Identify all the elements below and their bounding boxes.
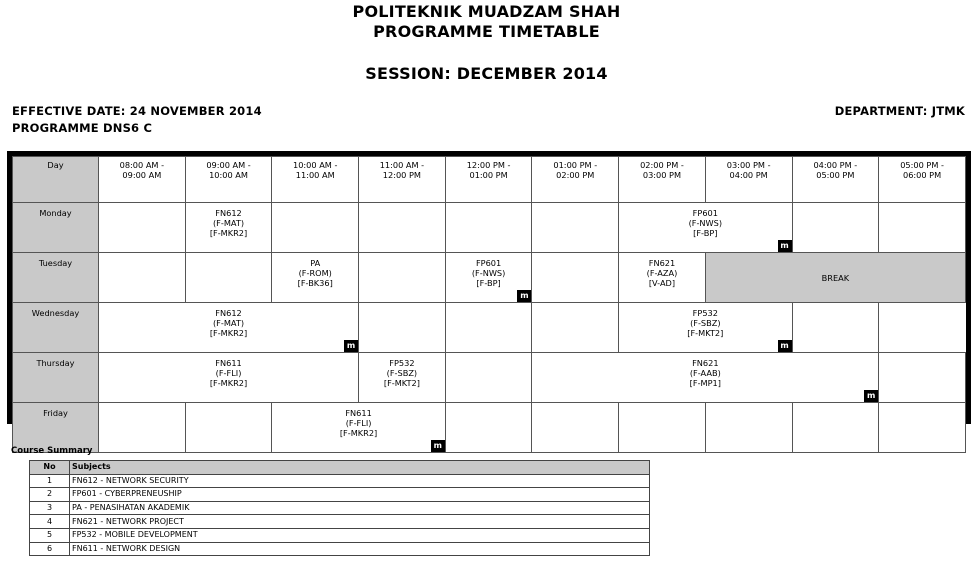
break-cell: [705, 253, 965, 303]
cell-text-line: (F-NWS): [471, 268, 506, 278]
time-slot-header: [445, 157, 532, 203]
empty-cell: [532, 203, 619, 253]
class-cell: [99, 303, 359, 353]
cell-text-line: (F-SBZ): [386, 368, 418, 378]
subject-name: FP601 - CYBERPRENEUSHIP: [70, 488, 650, 502]
subject-name: PA - PENASIHATAN AKADEMIK: [70, 501, 650, 515]
subject-name: FP532 - MOBILE DEVELOPMENT: [70, 528, 650, 542]
class-cell: [619, 303, 792, 353]
cell-text-line: (F-ROM): [298, 268, 332, 278]
class-cell: [619, 253, 706, 303]
course-summary-header-row: [30, 461, 650, 475]
empty-cell: [879, 203, 966, 253]
empty-cell: [185, 253, 272, 303]
cell-text-line: 04:00 PM -: [813, 160, 858, 170]
cell-text-line: 09:00 AM -: [206, 160, 251, 170]
effective-date: EFFECTIVE DATE: 24 NOVEMBER 2014: [12, 104, 262, 118]
row-number: 6: [30, 542, 70, 556]
table-row: [30, 515, 650, 529]
cell-text-line: [F-BP]: [476, 278, 501, 288]
programme-code: PROGRAMME DNS6 C: [12, 121, 153, 135]
empty-cell: [792, 303, 879, 353]
table-row: [30, 474, 650, 488]
row-number: 4: [30, 515, 70, 529]
m-marker-badge: m: [778, 340, 792, 352]
empty-cell: [532, 303, 619, 353]
time-slot-header: [532, 157, 619, 203]
empty-cell: [272, 203, 359, 253]
cell-text-line: 11:00 AM -: [379, 160, 425, 170]
course-summary-table: [29, 460, 650, 556]
m-marker-badge: m: [778, 240, 792, 252]
empty-cell: [99, 203, 186, 253]
course-summary-title: Course Summary: [11, 446, 93, 456]
cell-text-line: (F-NWS): [688, 218, 723, 228]
cell-text-line: [F-BK36]: [297, 278, 333, 288]
timetable-header-row: [13, 157, 966, 203]
cell-text-line: FN621: [692, 358, 719, 368]
time-slot-header: [359, 157, 446, 203]
cell-text-line: FN612: [215, 208, 242, 218]
cell-text-line: 05:00 PM: [816, 170, 855, 180]
empty-cell: [99, 403, 186, 453]
cell-text-line: 11:00 AM: [295, 170, 335, 180]
empty-cell: [532, 403, 619, 453]
cell-text-line: [F-BP]: [693, 228, 718, 238]
m-marker-badge: m: [864, 390, 878, 402]
empty-cell: [359, 203, 446, 253]
subject-name: FN621 - NETWORK PROJECT: [70, 515, 650, 529]
cell-text-line: [V-AD]: [648, 278, 676, 288]
cell-text-line: FP601: [475, 258, 502, 268]
cell-text-line: 06:00 PM: [902, 170, 942, 180]
cell-text-line: FN611: [215, 358, 242, 368]
cell-text-line: [F-MP1]: [689, 378, 721, 388]
empty-cell: [445, 403, 532, 453]
cell-text-line: FP532: [692, 308, 718, 318]
cell-text-line: 03:00 PM -: [726, 160, 771, 170]
day-row-friday: [13, 403, 966, 453]
cell-text-line: (F-AZA): [646, 268, 678, 278]
no-column-header: No: [30, 461, 70, 475]
time-slot-header: [619, 157, 706, 203]
day-label: Thursday: [13, 353, 99, 403]
m-marker-badge: m: [344, 340, 358, 352]
institution-title: POLITEKNIK MUADZAM SHAH: [352, 2, 621, 21]
empty-cell: [532, 253, 619, 303]
cell-text-line: FP532: [389, 358, 415, 368]
cell-text-line: (F-AAB): [689, 368, 721, 378]
cell-text-line: [F-MKT2]: [383, 378, 420, 388]
row-number: 2: [30, 488, 70, 502]
cell-text-line: [F-MKR2]: [339, 428, 378, 438]
cell-text-line: BREAK: [821, 272, 850, 283]
empty-cell: [705, 403, 792, 453]
department: DEPARTMENT: JTMK: [834, 104, 965, 118]
m-marker-badge: m: [517, 290, 531, 302]
cell-text-line: 12:00 PM -: [466, 160, 511, 170]
time-slot-header: [705, 157, 792, 203]
row-number: 5: [30, 528, 70, 542]
subjects-column-header: Subjects: [70, 461, 650, 475]
day-column-header: Day: [13, 157, 99, 203]
class-cell: [619, 203, 792, 253]
cell-text-line: 05:00 PM -: [900, 160, 944, 170]
table-row: [30, 501, 650, 515]
day-row-thursday: [13, 353, 966, 403]
time-slot-header: [99, 157, 186, 203]
m-marker-badge: m: [431, 440, 445, 452]
cell-text-line: FN611: [345, 408, 372, 418]
subject-name: FN611 - NETWORK DESIGN: [70, 542, 650, 556]
table-row: [30, 542, 650, 556]
cell-text-line: FN612: [215, 308, 242, 318]
day-row-tuesday: [13, 253, 966, 303]
empty-cell: [185, 403, 272, 453]
table-row: [30, 528, 650, 542]
table-row: [30, 488, 650, 502]
cell-text-line: PA: [310, 258, 321, 268]
time-slot-header: [792, 157, 879, 203]
empty-cell: [879, 403, 966, 453]
cell-text-line: (F-FLI): [345, 418, 372, 428]
cell-text-line: 01:00 PM -: [553, 160, 598, 170]
cell-text-line: [F-MKR2]: [209, 378, 248, 388]
cell-text-line: 02:00 PM -: [640, 160, 684, 170]
cell-text-line: 10:00 AM -: [293, 160, 338, 170]
day-label: Tuesday: [13, 253, 99, 303]
cell-text-line: 08:00 AM -: [119, 160, 165, 170]
class-cell: [359, 353, 446, 403]
programme-timetable-title: PROGRAMME TIMETABLE: [373, 22, 600, 41]
empty-cell: [792, 203, 879, 253]
class-cell: [532, 353, 879, 403]
cell-text-line: 03:00 PM: [642, 170, 682, 180]
cell-text-line: 09:00 AM: [122, 170, 162, 180]
class-cell: [272, 403, 445, 453]
row-number: 1: [30, 474, 70, 488]
class-cell: [272, 253, 359, 303]
cell-text-line: 12:00 PM: [382, 170, 421, 180]
empty-cell: [879, 353, 966, 403]
day-row-monday: [13, 203, 966, 253]
cell-text-line: 04:00 PM: [729, 170, 768, 180]
empty-cell: [445, 203, 532, 253]
cell-text-line: FN621: [648, 258, 676, 268]
empty-cell: [619, 403, 706, 453]
time-slot-header: [272, 157, 359, 203]
empty-cell: [359, 253, 446, 303]
day-label: Monday: [13, 203, 99, 253]
empty-cell: [359, 303, 446, 353]
cell-text-line: [F-MKR2]: [209, 328, 248, 338]
empty-cell: [792, 403, 879, 453]
session-title: SESSION: DECEMBER 2014: [365, 64, 608, 83]
cell-text-line: [F-MKT2]: [687, 328, 724, 338]
cell-text-line: (F-MAT): [212, 318, 245, 328]
empty-cell: [99, 253, 186, 303]
cell-text-line: 10:00 AM: [209, 170, 248, 180]
day-row-wednesday: [13, 303, 966, 353]
day-label: Wednesday: [13, 303, 99, 353]
class-cell: [445, 253, 532, 303]
cell-text-line: 01:00 PM: [469, 170, 508, 180]
class-cell: [99, 353, 359, 403]
cell-text-line: FP601: [692, 208, 718, 218]
cell-text-line: (F-FLI): [215, 368, 242, 378]
cell-text-line: (F-MAT): [212, 218, 245, 228]
row-number: 3: [30, 501, 70, 515]
timetable-frame: [7, 151, 971, 450]
subject-name: FN612 - NETWORK SECURITY: [70, 474, 650, 488]
timetable-table: [12, 156, 966, 453]
cell-text-line: 02:00 PM: [556, 170, 595, 180]
cell-text-line: [F-MKR2]: [209, 228, 248, 238]
day-label: Friday: [13, 403, 99, 453]
empty-cell: [445, 353, 532, 403]
time-slot-header: [879, 157, 966, 203]
time-slot-header: [185, 157, 272, 203]
empty-cell: [445, 303, 532, 353]
class-cell: [185, 203, 272, 253]
cell-text-line: (F-SBZ): [690, 318, 721, 328]
